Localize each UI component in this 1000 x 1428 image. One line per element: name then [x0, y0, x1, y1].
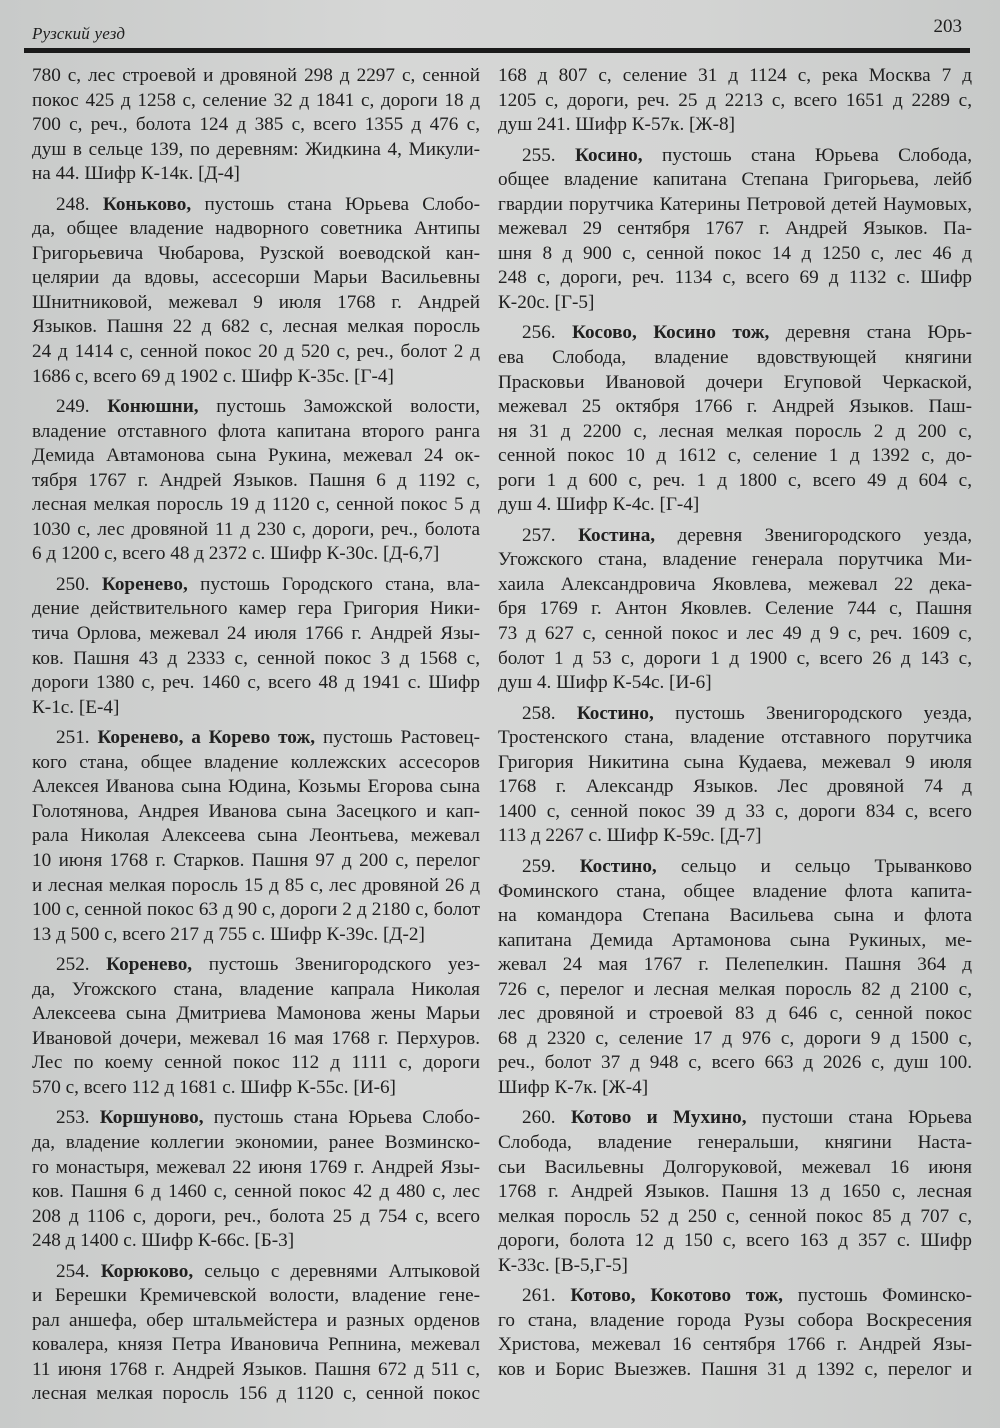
text-line: 113 д 2267 с. Шифр К-59с. [Д-7]: [498, 825, 762, 847]
entry-first-line: [32, 953, 480, 978]
text-line: 248 д 1400 с. Шифр К-66с. [Б-3]: [32, 1230, 295, 1252]
text-line: и Берешки Кремичевской волости, владение гене-: [32, 1285, 480, 1307]
text-line: Григория Никитина сына Кудаева, межевал 9 июля: [498, 751, 972, 773]
text-line: Христова, межевал 16 сентября 1766 г. Андрей Язы-: [498, 1334, 972, 1356]
entry-number: 250.: [56, 573, 90, 595]
text-line: лес дровяной и строевой 83 д 646 с, сенной покос: [498, 1003, 972, 1025]
entry-name: Коренево,: [106, 954, 193, 976]
text-line: владение отставного флота капитана второго ранга: [32, 420, 480, 442]
text-line: 168 д 807 с, селение 31 д 1124 с, река Москва 7 д: [498, 65, 972, 86]
header-rule: [24, 48, 970, 53]
text-line: душ 4. Шифр К-54с. [И-6]: [498, 672, 712, 694]
continued-entry: [498, 64, 972, 138]
register-entry: [498, 1284, 972, 1382]
text-line: дение действительного камер гера Григория Ники-: [32, 598, 480, 620]
entry-number: 253.: [56, 1107, 90, 1129]
register-entry: [32, 726, 480, 947]
text-line: 780 с, лес строевой и дровяной 298 д 2297 с, сенной: [32, 65, 480, 86]
entry-name: Коренево, а Корево тож,: [97, 727, 316, 749]
register-entry: [32, 573, 480, 720]
register-entry: [32, 1260, 480, 1407]
text-line: Угожского стана, владение генерала порутчика Ми-: [498, 549, 972, 571]
entry-number: 257.: [522, 524, 556, 546]
entry-text: пустоши стана Юрьева: [761, 1107, 973, 1129]
text-line: да, Угожского стана, владение капрала Николая: [32, 978, 480, 1000]
entry-number: 259.: [522, 855, 556, 877]
text-line: 700 с, реч., болота 124 д 385 с, всего 1355 д 476 с,: [32, 114, 480, 136]
entry-name: Коренево,: [101, 573, 188, 595]
text-line: покос 425 д 1258 с, селение 32 д 1841 с, дороги 18 д: [32, 89, 480, 111]
text-line: реч., болот 37 д 948 с, всего 663 д 2026 с, душ 100.: [498, 1052, 972, 1074]
text-line: кого стана, общее владение коллежских ассесоров: [32, 751, 480, 773]
text-line: ков. Пашня 43 д 2333 с, сенной покос 3 д 1568 с,: [32, 647, 480, 669]
text-line: дороги, болота 12 д 150 с, всего 163 д 357 с. Шифр: [498, 1230, 972, 1252]
entry-name: Костино,: [579, 855, 657, 877]
text-line: Шнитниковой, межевал 9 июля 1768 г. Андрей: [32, 291, 480, 313]
register-entry: [498, 144, 972, 316]
text-line: Языков. Пашня 22 д 682 с, лесная мелкая поросль: [32, 316, 480, 338]
entry-first-line: [32, 726, 480, 751]
entry-text: деревня Звенигородского уезда,: [677, 524, 973, 546]
register-entry: [498, 855, 972, 1100]
text-line: 13 д 500 с, всего 217 д 755 с. Шифр К-39с. [Д-2]: [32, 923, 425, 945]
text-line: сенной покос 10 д 1612 с, селение 1 д 1392 с, до-: [498, 445, 972, 467]
running-head-title: Рузский уезд: [32, 24, 126, 43]
register-entry: [498, 524, 972, 696]
entry-first-line: [498, 524, 972, 549]
text-line: го монастыря, межевал 22 июня 1769 г. Андрей Язы-: [32, 1156, 480, 1178]
register-entry: [32, 1106, 480, 1253]
entry-name: Котово, Кокотово тож,: [570, 1285, 783, 1307]
text-line: тича Орлова, межевал 24 июля 1766 г. Андрей Язы-: [32, 623, 480, 645]
entry-text: сельцо с деревнями Алтыковой: [204, 1260, 480, 1282]
text-line: Лес по коему сенной покос 112 д 1111 с, дороги: [32, 1052, 480, 1074]
entry-text: пустошь Городского стана, вла-: [200, 573, 480, 595]
text-line: дороги 1380 с, реч. 1460 с, всего 48 д 1941 с. Шифр: [32, 672, 480, 694]
text-line: рала Николая Алексеева сына Леонтьева, межевал: [32, 825, 480, 847]
entry-first-line: [32, 395, 480, 420]
text-line: бря 1769 г. Антон Яковлев. Селение 744 с, Пашня: [498, 598, 972, 620]
text-line: Фоминского стана, общее владение флота капита-: [498, 880, 972, 902]
text-line: Григорьевича Чюбарова, Рузской воеводской кан-: [32, 242, 480, 264]
entry-first-line: [32, 573, 480, 598]
continued-entry: [32, 64, 480, 187]
text-line: лесная мелкая поросль 19 д 1120 с, сенной покос 5 д: [32, 494, 480, 516]
text-line: мелкая поросль 52 д 250 с, сенной покос 85 д 707 с,: [498, 1205, 972, 1227]
text-line: ня 31 д 2200 с, лесная мелкая поросль 2 д 200 с,: [498, 420, 972, 442]
text-line: межевал 29 сентября 1767 г. Андрей Языков. Па-: [498, 218, 972, 240]
text-line: 24 д 1414 с, сенной покос 20 д 520 с, реч., болот 2 д: [32, 341, 480, 363]
entry-number: 255.: [522, 144, 556, 166]
text-line: да, владение коллегии экономии, ранее Возминско-: [32, 1131, 480, 1153]
text-line: 73 д 627 с, сенной покос и лес 49 д 9 с, реч. 1609 с,: [498, 623, 972, 645]
text-line: душ 241. Шифр К-57к. [Ж-8]: [498, 114, 735, 136]
text-line: межевал 25 октября 1766 г. Андрей Языков. Паш-: [498, 396, 972, 418]
text-line: рал аншефа, обер штальмейстера и разных орденов: [32, 1309, 480, 1331]
text-line: ева Слобода, владение вдовствующей княгини: [498, 347, 972, 369]
text-line: 10 июня 1768 г. Старков. Пашня 97 д 200 с, перелог: [32, 849, 480, 871]
register-entry: [498, 321, 972, 517]
entry-number: 249.: [56, 396, 90, 418]
entry-number: 248.: [56, 193, 90, 215]
entry-number: 260.: [522, 1107, 556, 1129]
register-entry: [32, 193, 480, 389]
text-line: 1768 г. Александр Языков. Лес дровяной 74 д: [498, 776, 972, 798]
register-entry: [498, 702, 972, 849]
entry-first-line: [32, 1260, 480, 1285]
entry-number: 261.: [522, 1285, 556, 1307]
text-line: да, общее владение надворного советника Антипы: [32, 218, 480, 240]
text-line: 11 июня 1768 г. Андрей Языков. Пашня 672 д 511 с,: [32, 1358, 480, 1380]
text-line: ков. Пашня 6 д 1460 с, сенной покос 42 д 480 с, лес: [32, 1181, 480, 1203]
entry-name: Котово и Мухино,: [570, 1107, 747, 1129]
text-line: общее владение капитана Степана Григорьева, лейб: [498, 169, 972, 191]
register-entry: [32, 953, 480, 1100]
entry-number: 254.: [56, 1260, 90, 1282]
text-line: 68 д 2320 с, селение 17 д 976 с, дороги 9 д 1500 с,: [498, 1027, 972, 1049]
page-number: 203: [933, 16, 962, 37]
text-line: гвардии порутчика Катерины Петровой детей Наумовых,: [498, 193, 972, 215]
text-line: тября 1767 г. Андрей Языков. Пашня 6 д 1192 с,: [32, 469, 480, 491]
text-line: лесная мелкая поросль 156 д 1120 с, сенной покос: [32, 1383, 480, 1405]
text-line: болот 1 д 53 с, дороги 1 д 1900 с, всего 26 д 143 с,: [498, 647, 972, 669]
entry-first-line: [498, 702, 972, 727]
text-line: Алексея Иванова сына Юдина, Козьмы Егорова сына: [32, 776, 480, 798]
text-line: 248 с, дороги, реч. 1134 с, всего 69 д 1132 с. Шифр: [498, 267, 972, 289]
text-line: 570 с, всего 112 д 1681 с. Шифр К-55с. [И-6]: [32, 1076, 396, 1098]
text-line: ков и Борис Выезжев. Пашня 31 д 1392 с, перелог и: [498, 1358, 972, 1380]
text-line: К-20с. [Г-5]: [498, 291, 595, 313]
entry-text: пустошь стана Юрьева Слобо-: [213, 1107, 481, 1129]
left-column: [32, 64, 480, 1407]
text-line: и лесная мелкая поросль 15 д 85 с, лес дровяной 26 д: [32, 874, 480, 896]
text-line: К-33с. [В-5,Г-5]: [498, 1254, 628, 1276]
register-entry: [498, 1106, 972, 1278]
text-line: на командора Степана Васильева сына и флота: [498, 905, 972, 927]
entry-first-line: [498, 855, 972, 880]
text-line: душ в сельце 139, по деревням: Жидкина 4, Микули-: [32, 138, 480, 160]
text-line: Тростенского стана, владение отставного порутчика: [498, 727, 972, 749]
text-line: 726 с, перелог и лесная мелкая поросль 82 д 2100 с,: [498, 978, 972, 1000]
text-line: 1205 с, дороги, реч. 25 д 2213 с, всего 1651 д 2289 с,: [498, 89, 972, 111]
text-line: 100 с, сенной покос 63 д 90 с, дороги 2 д 2180 с, болот: [32, 899, 480, 921]
text-line: 1400 с, сенной покос 39 д 33 с, дороги 834 с, всего: [498, 800, 972, 822]
entry-text: пустошь Заможской волости,: [216, 396, 480, 418]
text-line: 1768 г. Андрей Языков. Пашня 13 д 1650 с, лесная: [498, 1181, 972, 1203]
entry-text: пустошь стана Юрьева Слобо-: [204, 193, 481, 215]
entry-number: 258.: [522, 702, 556, 724]
register-entry: [32, 395, 480, 567]
text-line: роги 1 д 600 с, реч. 1 д 1800 с, всего 49 д 604 с,: [498, 469, 972, 491]
entry-text: пустошь стана Юрьева Слобода,: [661, 144, 972, 166]
entry-number: 252.: [56, 954, 90, 976]
text-line: К-1с. [Е-4]: [32, 696, 120, 718]
entry-name: Косово, Косино тож,: [571, 322, 770, 344]
right-column: [498, 64, 972, 1382]
text-line: Ивановой дочери, межевал 16 мая 1768 г. Перхуров.: [32, 1027, 480, 1049]
entry-text: пустошь Фоминско-: [797, 1285, 973, 1307]
text-line: Голотянова, Андрея Иванова сына Засецкого и кап-: [32, 800, 480, 822]
running-head: [24, 16, 970, 46]
entry-text: сельцо и сельцо Трыванково: [680, 855, 972, 877]
entry-name: Костина,: [578, 524, 656, 546]
entry-first-line: [32, 1106, 480, 1131]
entry-first-line: [498, 1284, 972, 1309]
text-line: Прасковьи Ивановой дочери Егуповой Черкаской,: [498, 371, 972, 393]
entry-name: Коршуново,: [99, 1107, 204, 1129]
text-line: Демида Автамонова сына Рукина, межевал 24 ок-: [32, 445, 480, 467]
text-line: капитана Демида Артамонова сына Рукиных, ме-: [498, 929, 972, 951]
text-line: Алексеева сына Дмитриева Мамонова жены Марьи: [32, 1003, 480, 1025]
entry-number: 251.: [56, 727, 90, 749]
text-line: Слобода, владение генеральши, княгини Наста-: [498, 1131, 972, 1153]
text-line: 208 д 1106 с, дороги, реч., болота 25 д 754 с, всего: [32, 1205, 480, 1227]
entry-name: Костино,: [576, 702, 654, 724]
entry-text: пустошь Звенигородского уезда,: [675, 702, 973, 724]
text-line: жевал 24 мая 1767 г. Пелепелкин. Пашня 364 д: [498, 954, 972, 976]
entry-first-line: [498, 321, 972, 346]
text-line: сьи Васильевны Долгоруковой, межевал 16 июня: [498, 1156, 972, 1178]
entry-name: Косино,: [574, 144, 643, 166]
text-line: душ 4. Шифр К-4с. [Г-4]: [498, 494, 700, 516]
entry-first-line: [498, 1106, 972, 1131]
text-line: хаила Александровича Яковлева, межевал 22 дека-: [498, 573, 972, 595]
text-line: на 44. Шифр К-14к. [Д-4]: [32, 163, 240, 185]
entry-text: пустошь Растовец-: [322, 727, 480, 749]
entry-name: Коньково,: [102, 193, 192, 215]
text-line: шня 8 д 900 с, сенной покос 14 д 1250 с, лес 46 д: [498, 242, 972, 264]
text-line: го стана, владение города Рузы собора Воскресения: [498, 1309, 972, 1331]
text-line: Шифр К-7к. [Ж-4]: [498, 1076, 649, 1098]
entry-name: Конюшни,: [107, 396, 199, 418]
entry-first-line: [498, 144, 972, 169]
text-line: ковалера, князя Петра Ивановича Репнина, межевал: [32, 1334, 480, 1356]
entry-text: пустошь Звенигородского уез-: [208, 954, 481, 976]
entry-name: Корюково,: [100, 1260, 194, 1282]
entry-number: 256.: [522, 322, 556, 344]
text-line: целярии да вдовы, ассесорши Марьи Васильевны: [32, 267, 480, 289]
text-line: 1030 с, лес дровяной 11 д 230 с, дороги, реч., болота: [32, 518, 480, 540]
text-line: 6 д 1200 с, всего 48 д 2372 с. Шифр К-30с. [Д-6,7]: [32, 543, 440, 565]
entry-first-line: [32, 193, 480, 218]
entry-text: деревня стана Юрь-: [785, 322, 973, 344]
text-line: 1686 с, всего 69 д 1902 с. Шифр К-35с. [Г-4]: [32, 365, 394, 387]
